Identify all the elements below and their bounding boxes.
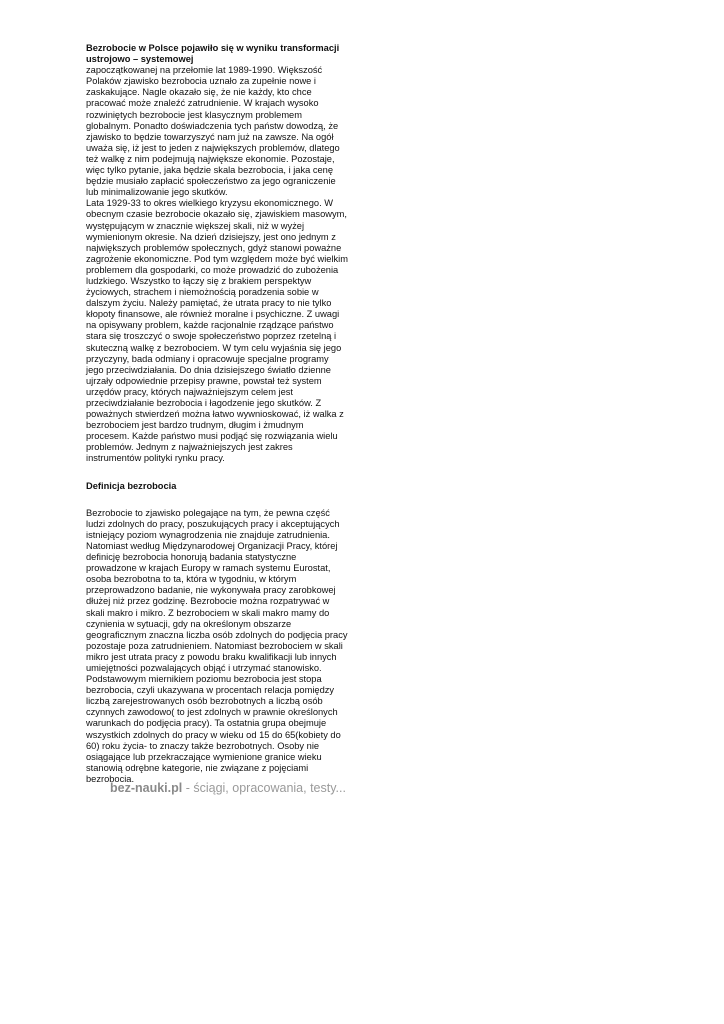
section-body: Bezrobocie to zjawisko polegające na tym, że pewna część ludzi zdolnych do pracy, poszukujących pracy i akceptujących istniejący poziom wynagrodzenia nie znajduje zatrudnienia. Natomiast według Międzynarodowej Organizacji Pracy, której definicję bezrobocia honorują badania statystyczne prowadzone w krajach Europy w ramach systemu Eurostat, osoba bezrobotna to ta, która w tygodniu, w którym przeprowadzono badanie, nie wykonywała pracy zarobkowej dłużej niż przez godzinę. Bezrobocie można rozpatrywać w skali makro i mikro. Z bezrobociem w skali makro mamy do czynienia w sytuacji, gdy na określonym obszarze geograficznym znaczna liczba osób zdolnych do podjęcia pracy pozostaje poza zatrudnieniem. Natomiast bezrobociem w skali mikro jest utrata pracy z powodu braku kwalifikacji lub innych umiejętności pozwalających objąć i utrzymać stanowisko. Podstawowym miernikiem poziomu bezrobocia jest stopa bezrobocia, czyli ukazywana w procentach relacja pomiędzy liczbą zarejestrowanych osób bezrobotnych a liczbą osób czynnych zawodowo( to jest zdolnych w prawnie określonych warunkach do podjęcia pracy). Ta ostatnia grupa obejmuje wszystkich zdolnych do pracy w wieku od 15 do 65(kobiety do 60) roku życia- to znaczy także bezrobotnych. Osoby nie osiągające lub przekraczające wymienione granice wieku stanowią odrębne kategorie, nie związane z pojęciami bezrobocia.	[86, 507, 348, 784]
footer-brand[interactable]: bez-nauki.pl	[110, 781, 183, 795]
section-heading: Definicja bezrobocia	[86, 480, 177, 491]
footer-watermark	[110, 780, 346, 796]
document-page	[86, 43, 364, 785]
document-title: Bezrobocie w Polsce pojawiło się w wyniku transformacji ustrojowo – systemowej	[86, 43, 340, 65]
intro-paragraph: zapoczątkowanej na przełomie lat 1989-1990. Większość Polaków zjawisko bezrobocia uznało za zupełnie nowe i zaskakujące. Nagle okazało się, że nie każdy, kto chce pracować może znaleźć zatrudnienie. W krajach wysoko rozwiniętych bezrobocie jest klasycznym problemem globalnym. Ponadto doświadczenia tych państw dowodzą, że zjawisko to będzie towarzyszyć nam już na zawsze. Na ogół uważa się, iż jest to jeden z największych problemów, dlatego też walkę z nim podejmują największe ekonomie. Pozostaje, więc tylko pytanie, jaka będzie skala bezrobocia, i jaka cenę będzie musiało zapłacić społeczeństwo za jego ograniczenie lub minimalizowanie jego skutków. Lata 1929-33 to okres wielkiego kryzysu ekonomicznego. W obecnym czasie bezrobocie okazało się, zjawiskiem masowym, występującym w znacznie większej skali, niż w wyżej wymienionym okresie. Na dzień dzisiejszy, jest ono jednym z największych problemów społecznych, gdyż stanowi poważne zagrożenie ekonomiczne. Pod tym względem może być wielkim problemem dla gospodarki, co może prowadzić do zubożenia ludzkiego. Wszystko to łączy się z brakiem perspektyw życiowych, strachem i niemożnością poradzenia sobie w dalszym życiu. Należy pamiętać, że utrata pracy to nie tylko kłopoty finansowe, ale również moralne i psychiczne. Z uwagi na opisywany problem, każde racjonalnie rządzące państwo stara się troszczyć o swoje społeczeństwo poprzez rzetelną i skuteczną walkę z bezrobociem. W tym celu wyjaśnia się jego przyczyny, bada odmiany i opracowuje specjalne programy jego przeciwdziałania. Do dnia dzisiejszego światło dzienne ujrzały odpowiednie przepisy prawne, powstał też system urzędów pracy, których najważniejszym celem jest przeciwdziałanie bezrobocia i łagodzenie jego skutków. Z poważnych stwierdzeń można łatwo wywnioskować, iż walka z bezrobociem jest bardzo trudnym, długim i żmudnym procesem. Każde państwo musi podjąć się rozwiązania wielu problemów. Jednym z najważniejszych jest zakres instrumentów polityki rynku pracy.	[86, 65, 348, 464]
footer-tagline: - ściągi, opracowania, testy...	[182, 781, 346, 795]
